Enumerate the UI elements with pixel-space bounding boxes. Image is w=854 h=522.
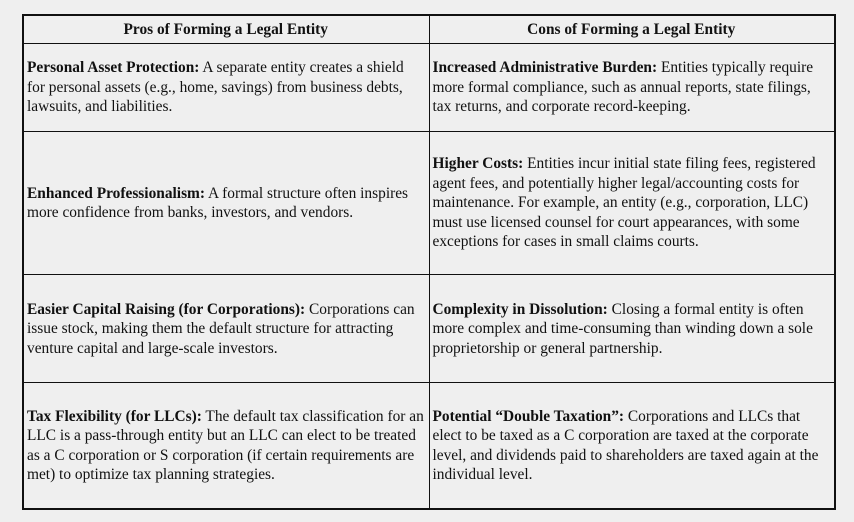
table-row bbox=[23, 275, 835, 383]
table-row bbox=[23, 132, 835, 275]
pros-cons-table bbox=[22, 14, 836, 510]
pro-cell bbox=[23, 132, 429, 275]
pro-text: A separate entity creates a shield for personal assets (e.g., home, savings) from business debts, lawsuits, and liabilities. bbox=[27, 59, 404, 116]
con-cell bbox=[429, 383, 835, 509]
pro-term: Enhanced Professionalism: bbox=[27, 184, 206, 202]
pro-text: The default tax classification for an LLC is a pass-through entity but an LLC can elect to be treated as a C corporation or S corporation (if certain requirements are met) to optimize tax planning strategies. bbox=[27, 407, 424, 484]
table-row bbox=[23, 383, 835, 509]
pro-term: Easier Capital Raising (for Corporations): bbox=[27, 300, 306, 318]
pro-term: Personal Asset Protection: bbox=[27, 59, 200, 77]
pro-text: Corporations can issue stock, making them the default structure for attracting venture capital and large-scale investors. bbox=[27, 300, 415, 357]
con-cell bbox=[429, 132, 835, 275]
pro-term: Tax Flexibility (for LLCs): bbox=[27, 407, 202, 425]
pro-cell bbox=[23, 44, 429, 132]
cons-column-header: Cons of Forming a Legal Entity bbox=[429, 15, 835, 44]
con-text: Entities typically require more formal compliance, such as annual reports, state filings, tax returns, and corporate record-keeping. bbox=[432, 59, 814, 116]
document-page bbox=[22, 14, 834, 510]
con-cell bbox=[429, 275, 835, 383]
pro-text: A formal structure often inspires more confidence from banks, investors, and vendors. bbox=[27, 184, 409, 222]
con-term: Higher Costs: bbox=[432, 155, 524, 173]
table-row bbox=[23, 44, 835, 132]
pro-cell bbox=[23, 383, 429, 509]
pro-cell bbox=[23, 275, 429, 383]
con-term: Complexity in Dissolution: bbox=[432, 300, 608, 318]
con-cell bbox=[429, 44, 835, 132]
pros-column-header: Pros of Forming a Legal Entity bbox=[23, 15, 429, 44]
con-text: Closing a formal entity is often more complex and time-consuming than winding down a sole proprietorship or general partnership. bbox=[432, 300, 813, 357]
con-term: Increased Administrative Burden: bbox=[432, 59, 658, 77]
con-term: Potential “Double Taxation”: bbox=[432, 407, 625, 425]
con-text: Corporations and LLCs that elect to be taxed as a C corporation are taxed at the corporate level, and dividends paid to shareholders are taxed again at the individual level. bbox=[432, 407, 819, 484]
table-header-row bbox=[23, 15, 835, 44]
con-text: Entities incur initial state filing fees, registered agent fees, and potentially higher legal/accounting costs for maintenance. For example, an entity (e.g., corporation, LLC) must use licensed counsel for court appearances, with some exceptions for cases in small claims courts. bbox=[432, 155, 816, 251]
